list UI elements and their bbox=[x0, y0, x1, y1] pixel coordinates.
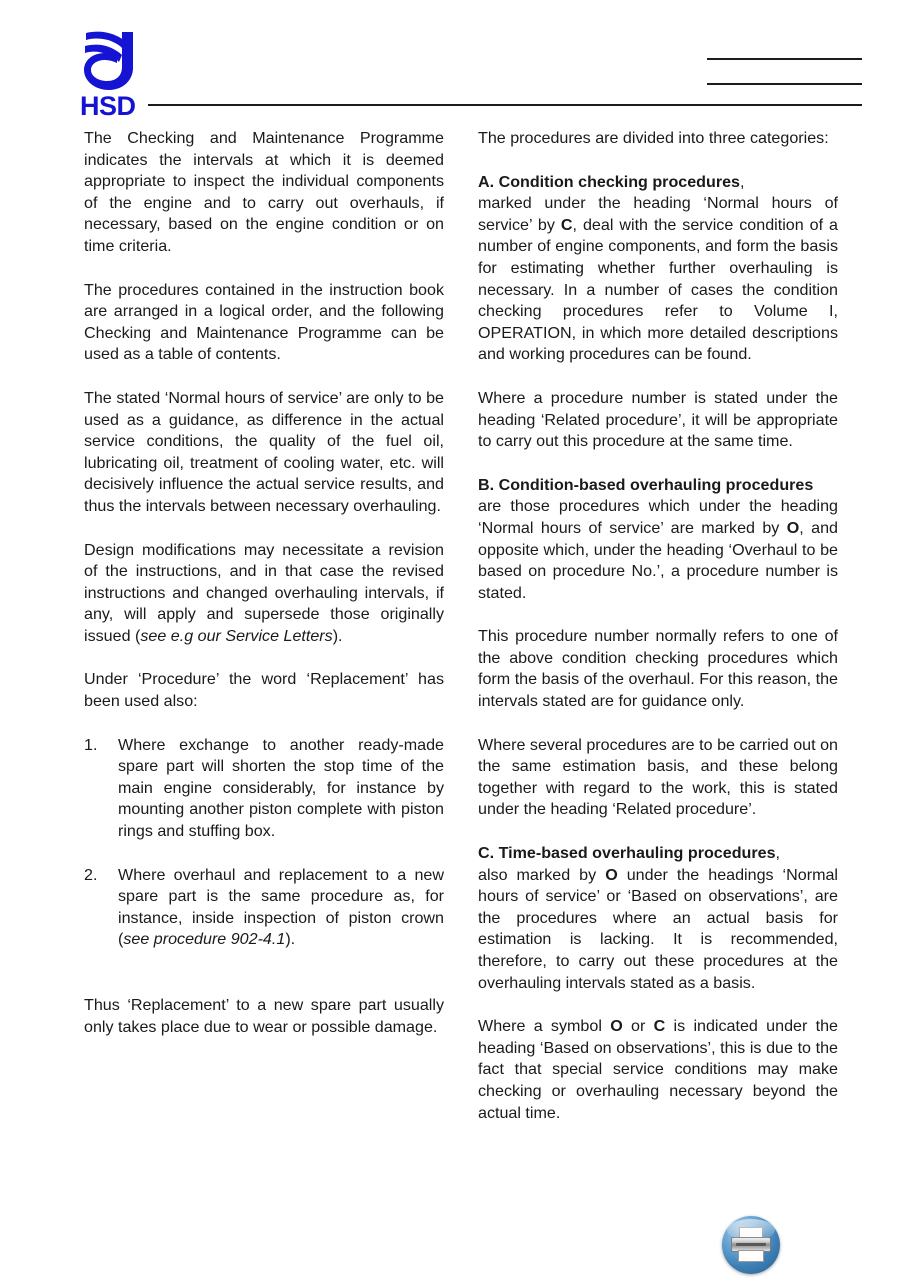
list-item-text-part1: Where overhaul and replacement to a new spare part is the same procedure as, for instance, inside inspection of piston crown ( bbox=[118, 865, 444, 949]
list-item-text-part2: ). bbox=[285, 930, 296, 949]
paragraph-checking-programme: The Checking and Maintenance Programme indicates the intervals at which it is deemed appropriate to inspect the individual components of the engine and to carry out overhauls, if necessary, based on the engine condition or on time criteria. bbox=[84, 129, 444, 255]
header-rule-middle bbox=[707, 83, 862, 85]
list-item-number: 2. bbox=[84, 865, 98, 884]
section-a-comma: , bbox=[740, 172, 745, 191]
replacement-list bbox=[84, 735, 444, 951]
procedure-reference-italic: see procedure 902-4.1 bbox=[123, 930, 286, 949]
paragraph-procedure-number-refers: This procedure number normally refers to one of the above condition checking procedures which form the basis of the overhaul. For this reason, the intervals stated are for guidance only. bbox=[478, 627, 838, 711]
header-rule-top bbox=[707, 58, 862, 60]
page-header bbox=[0, 0, 905, 128]
section-c-comma: , bbox=[775, 844, 780, 863]
section-a-body-part1: marked under the heading ‘Normal hours of service’ by bbox=[478, 194, 838, 234]
right-column bbox=[478, 128, 838, 1124]
hsd-logo-mark bbox=[80, 30, 136, 92]
paragraph-related-procedure: Where a procedure number is stated under the heading ‘Related procedure’, it will be appropriate to carry out this procedure at the same time. bbox=[478, 388, 838, 451]
design-text-part1: Design modifications may necessitate a revision of the instructions, and in that case the revised instructions and changed overhauling intervals, if any, will apply and supersede those originally issued ( bbox=[84, 540, 444, 645]
paragraph-replacement-intro: Under ‘Procedure’ the word ‘Replacement’ has been used also: bbox=[84, 670, 444, 711]
paragraph-several-procedures: Where several procedures are to be carried out on the same estimation basis, and these belong together with regard to the work, this is stated under the heading ‘Related procedure’. bbox=[478, 735, 838, 819]
list-item-number: 1. bbox=[84, 735, 98, 754]
paragraph-replacement-conclusion: Thus ‘Replacement’ to a new spare part usually only takes place due to wear or possible damage. bbox=[84, 996, 444, 1036]
section-heading-c bbox=[478, 843, 838, 865]
symbol-para-part3: is indicated under the heading ‘Based on observations’, this is due to the fact that special service conditions may make checking or overhauling necessary beyond the actual time. bbox=[478, 1017, 838, 1122]
print-button[interactable] bbox=[722, 1216, 780, 1274]
symbol-c: C bbox=[560, 215, 573, 234]
list-item bbox=[84, 865, 444, 951]
printer-paper-output-icon bbox=[738, 1250, 764, 1262]
symbol-o: O bbox=[605, 865, 618, 884]
paragraph-section-b-body bbox=[478, 496, 838, 604]
symbol-para-part1: Where a symbol bbox=[478, 1017, 611, 1036]
section-heading-b: B. Condition-based overhauling procedures bbox=[478, 475, 814, 494]
hsd-wordmark: HSD bbox=[80, 91, 136, 121]
paragraph-procedures-order: The procedures contained in the instruction book are arranged in a logical order, and the following Checking and Maintenance Programme can be used as a table of contents. bbox=[84, 280, 444, 364]
hsd-logo bbox=[80, 30, 150, 126]
paragraph-section-a-body bbox=[478, 193, 838, 366]
left-column bbox=[84, 128, 444, 1038]
symbol-para-part2: or bbox=[622, 1017, 654, 1036]
paragraph-design-modifications bbox=[84, 540, 444, 648]
section-heading-a bbox=[478, 172, 838, 194]
list-item-text: Where exchange to another ready-made spare part will shorten the stop time of the main engine considerably, for instance by mounting another piston complete with piston rings and stuffing box. bbox=[118, 735, 444, 841]
printer-slot-icon bbox=[736, 1243, 766, 1246]
paragraph-normal-hours: The stated ‘Normal hours of service’ are only to be used as a guidance, as difference in the actual service conditions, the quality of the fuel oil, lubricating oil, treatment of cooling water, etc. will decisively influence the actual service results, and thus the intervals between necessary overhauling. bbox=[84, 388, 444, 515]
section-b-body-part2: , and opposite which, under the heading ‘Overhaul to be based on procedure No.’, a procedure number is stated. bbox=[478, 518, 838, 602]
paragraph-section-c-body bbox=[478, 865, 838, 995]
list-item bbox=[84, 735, 444, 843]
section-c-body-part2: under the headings ‘Normal hours of service’ or ‘Based on observations’, are the procedures where an actual basis for estimation is lacking. It is recommended, therefore, to carry out these procedures at the overhauling intervals stated as a basis. bbox=[478, 865, 839, 992]
paragraph-symbol-observations bbox=[478, 1016, 838, 1124]
paragraph-three-categories: The procedures are divided into three categories: bbox=[478, 129, 829, 147]
section-b-body-part1: are those procedures which under the heading ‘Normal hours of service’ are marked by bbox=[478, 497, 838, 537]
header-rule-main bbox=[148, 104, 862, 106]
symbol-o: O bbox=[610, 1017, 623, 1036]
design-text-part2: ). bbox=[332, 626, 343, 645]
section-a-title: A. Condition checking procedures bbox=[478, 172, 741, 191]
section-a-body-part2: , deal with the service condition of a number of engine components, and form the basis for estimating whether further overhauling is necessary. In a number of cases the condition checking procedures refer to Volume I, OPERATION, in which more detailed descriptions and working procedures can be found. bbox=[478, 215, 838, 364]
service-letters-italic: see e.g our Service Letters bbox=[140, 626, 333, 645]
printer-icon bbox=[731, 1227, 771, 1263]
section-c-body-part1: also marked by bbox=[478, 865, 606, 884]
section-c-title: C. Time-based overhauling procedures bbox=[478, 844, 776, 863]
spacer bbox=[84, 973, 444, 995]
symbol-o: O bbox=[786, 518, 800, 537]
symbol-c: C bbox=[653, 1017, 666, 1036]
